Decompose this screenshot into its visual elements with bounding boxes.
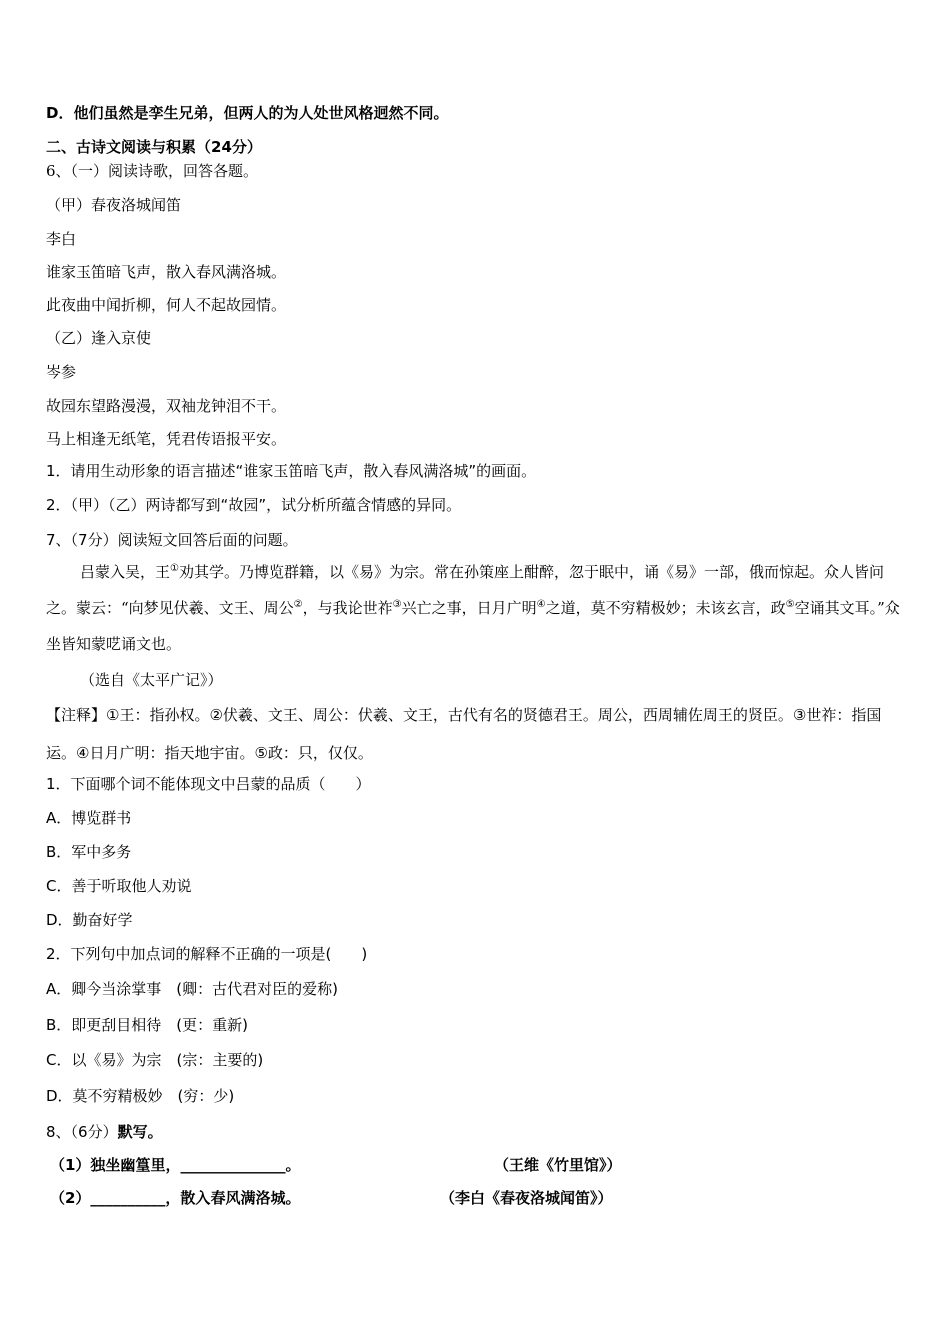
mc1-stem: 1．下面哪个词不能体现文中吕蒙的品质（ ） <box>46 775 371 793</box>
mc2-option-d: D．莫不穷精极妙 (穷：少) <box>46 1087 235 1105</box>
section-heading: 二、古诗文阅读与积累（24分） <box>46 138 262 156</box>
q6-sub2: 2．（甲）（乙）两诗都写到“故园”，试分析所蕴含情感的异同。 <box>46 496 462 514</box>
q6-sub1: 1．请用生动形象的语言描述“谁家玉笛暗飞声，散入春风满洛城”的画面。 <box>46 462 537 480</box>
poem2-author: 岑参 <box>46 363 77 381</box>
mc2-option-b: B．即更刮目相待 (更：重新) <box>46 1016 248 1034</box>
mc2-option-a: A．卿今当涂掌事 (卿：古代君对臣的爱称) <box>46 980 338 998</box>
poem2-line1: 故园东望路漫漫，双袖龙钟泪不干。 <box>46 397 287 415</box>
q8-item1: （1）独坐幽篁里，______________。 <box>50 1156 301 1174</box>
poem2-line2: 马上相逢无纸笔，凭君传语报平安。 <box>46 430 287 448</box>
q8-item2-source: （李白《春夜洛城闻笛》） <box>440 1189 613 1207</box>
poem1-line2: 此夜曲中闻折柳，何人不起故园情。 <box>46 296 287 314</box>
mc1-option-d: D．勤奋好学 <box>46 911 133 929</box>
q6-intro: 6、（一）阅读诗歌，回答各题。 <box>46 162 259 180</box>
poem1-title: （甲）春夜洛城闻笛 <box>46 196 182 214</box>
q7-source: （选自《太平广记》） <box>80 671 223 689</box>
poem2-title: （乙）逢入京使 <box>46 329 152 347</box>
q8-intro: 8、（6分）默写。 <box>46 1123 163 1141</box>
poem1-author: 李白 <box>46 230 77 248</box>
mc2-stem: 2．下列句中加点词的解释不正确的一项是( ) <box>46 945 368 963</box>
q7-notes: 【注释】①王：指孙权。②伏羲、文王、周公：伏羲、文王，古代有名的贤德君王。周公，西周辅佐周王的贤臣。③世祚：指国运。④日月广明：指天地宇宙。⑤政：只，仅仅。 <box>46 706 882 762</box>
poem1-line1: 谁家玉笛暗飞声，散入春风满洛城。 <box>46 263 287 281</box>
option-d-text: D．他们虽然是孪生兄弟，但两人的为人处世风格迥然不同。 <box>46 104 449 122</box>
q7-passage: 吕蒙入吴，王①劝其学。乃博览群籍，以《易》为宗。常在孙策座上酣醉，忽于眠中，诵《易》一部，俄而惊起。众人皆问之。蒙云：“向梦见伏羲、文王、周公②，与我论世祚③兴亡之事，日月广明④之道，莫不穷精极妙；未该玄言，政⑤空诵其文耳。”众坐皆知蒙呓诵文也。 <box>46 563 900 653</box>
q7-intro: 7、（7分）阅读短文回答后面的问题。 <box>46 531 298 549</box>
mc1-option-b: B．军中多务 <box>46 843 132 861</box>
q8-item2: （2）__________，散入春风满洛城。 <box>50 1189 301 1207</box>
mc2-option-c: C．以《易》为宗 (宗：主要的) <box>46 1051 264 1069</box>
mc1-option-a: A．博览群书 <box>46 809 132 827</box>
q8-item1-source: （王维《竹里馆》） <box>494 1156 622 1174</box>
mc1-option-c: C．善于听取他人劝说 <box>46 877 192 895</box>
